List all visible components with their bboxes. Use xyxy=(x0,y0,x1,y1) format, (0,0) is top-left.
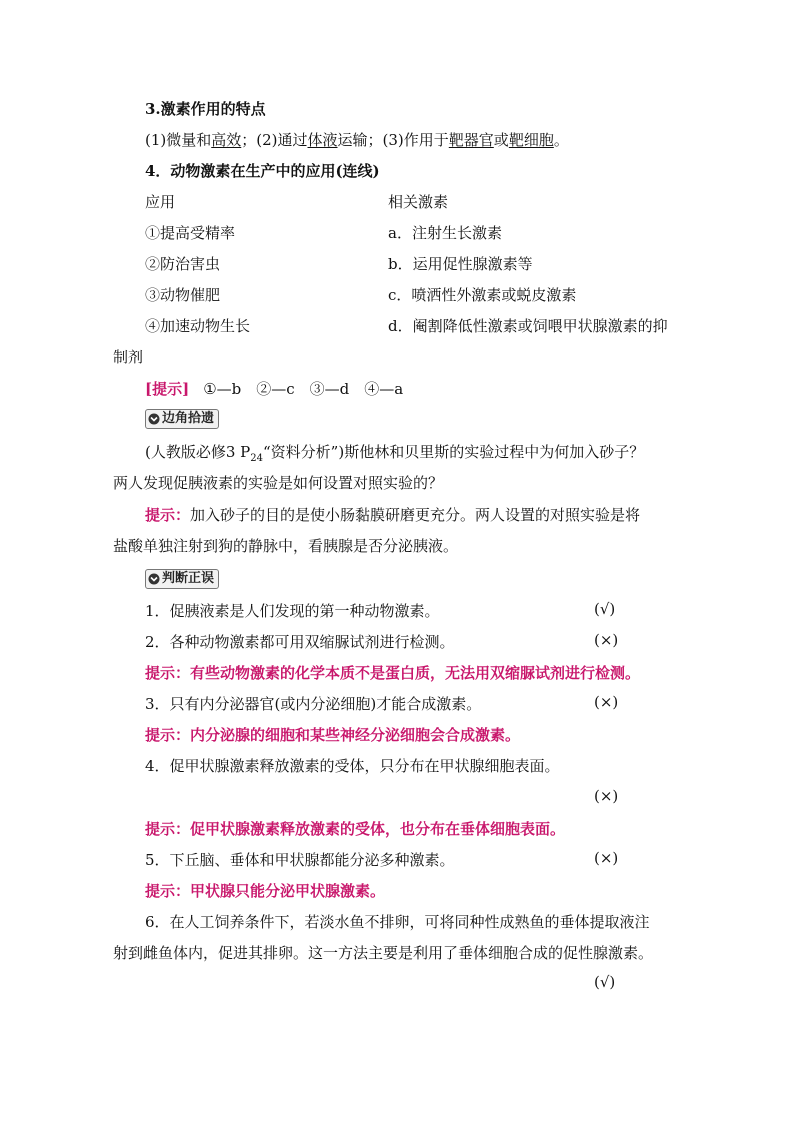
judgement-statement: 4．促甲状腺激素释放激素的受体，只分布在甲状腺细胞表面。 xyxy=(145,757,560,775)
judgement-mark: (×) xyxy=(594,693,619,711)
text-segment: (1)微量和 xyxy=(145,131,212,149)
hormone-item: c．喷洒性外激素或蜕皮激素 xyxy=(388,286,577,304)
judgement-hint xyxy=(145,880,385,901)
judgement-mark: (√) xyxy=(594,973,616,991)
text-segment: ；(2)通过 xyxy=(241,131,308,149)
page-subscript: 24 xyxy=(250,453,263,464)
hint-answer: ①—b ②—c ③—d ④—a xyxy=(203,380,404,398)
chevron-down-icon xyxy=(148,573,160,585)
answer-line-1 xyxy=(145,504,640,525)
column-header-hormone: 相关激素 xyxy=(388,193,449,211)
judgement-statement: 3．只有内分泌器官(或内分泌细胞)才能合成激素。 xyxy=(145,695,482,713)
judgement-statement: 1．促胰液素是人们发现的第一种动物激素。 xyxy=(145,602,440,620)
column-header-application: 应用 xyxy=(145,193,176,211)
underlined-term: 靶器官 xyxy=(448,131,494,149)
tag-label: 判断正误 xyxy=(162,571,215,586)
judgement-mark: (√) xyxy=(594,600,616,618)
underlined-term: 靶细胞 xyxy=(508,131,554,149)
hint-text: 甲状腺只能分泌甲状腺激素。 xyxy=(190,882,386,900)
tag-label: 边角拾遗 xyxy=(162,411,215,426)
judgement-mark: (×) xyxy=(594,849,619,867)
text-segment: 或 xyxy=(493,131,509,149)
text-segment: 。 xyxy=(553,131,569,149)
hint-text: 有些动物激素的化学本质不是蛋白质，无法用双缩脲试剂进行检测。 xyxy=(190,664,641,682)
answer-line-2: 盐酸单独注射到狗的静脉中，看胰腺是否分泌胰液。 xyxy=(113,537,459,555)
application-item: ①提高受精率 xyxy=(145,224,236,242)
text-segment: 运输；(3)作用于 xyxy=(337,131,449,149)
judgement-statement: 6．在人工饲养条件下，若淡水鱼不排卵，可将同种性成熟鱼的垂体提取液注 xyxy=(145,913,650,931)
judgement-statement-continuation: 射到雌鱼体内，促进其排卵。这一方法主要是利用了垂体细胞合成的促性腺激素。 xyxy=(113,944,654,962)
judgement-mark: (×) xyxy=(594,631,619,649)
hint-label: 提示： xyxy=(145,664,191,682)
hormone-item-continuation: 制剂 xyxy=(113,348,144,366)
judgement-hint xyxy=(145,662,640,683)
application-item: ④加速动物生长 xyxy=(145,317,251,335)
section-3-line xyxy=(145,129,569,150)
text-segment: (人教版必修 xyxy=(145,443,226,461)
hint-label: 提示： xyxy=(145,726,191,744)
underlined-term: 高效 xyxy=(211,131,242,149)
hint-label: 提示： xyxy=(145,506,191,524)
text-segment: 3 P xyxy=(225,443,251,461)
section-3-title: 3.激素作用的特点 xyxy=(145,100,266,118)
section-tag-bianjiao xyxy=(145,409,219,429)
hint-label: 提示： xyxy=(145,820,191,838)
judgement-statement: 2．各种动物激素都可用双缩脲试剂进行检测。 xyxy=(145,633,455,651)
text-segment: “资料分析”)斯他林和贝里斯的实验过程中为何加入砂子？ xyxy=(263,443,645,461)
hint-text: 促甲状腺激素释放激素的受体，也分布在垂体细胞表面。 xyxy=(190,820,566,838)
judgement-statement: 5．下丘脑、垂体和甲状腺都能分泌多种激素。 xyxy=(145,851,455,869)
hormone-item: a．注射生长激素 xyxy=(388,224,502,242)
section-tag-panduan xyxy=(145,569,219,589)
answer-text: 加入砂子的目的是使小肠黏膜研磨更充分。两人设置的对照实验是将 xyxy=(190,506,641,524)
judgement-hint xyxy=(145,724,520,745)
underlined-term: 体液 xyxy=(307,131,338,149)
hint-label: 提示： xyxy=(145,882,191,900)
hint-label: [提示] xyxy=(145,380,190,398)
section-4-title: 4．动物激素在生产中的应用(连线) xyxy=(145,162,380,180)
hormone-item: d．阉割降低性激素或饲喂甲状腺激素的抑 xyxy=(388,317,668,335)
chevron-down-icon xyxy=(148,413,160,425)
question-line-2: 两人发现促胰液素的实验是如何设置对照实验的？ xyxy=(113,474,444,492)
judgement-mark: (×) xyxy=(594,787,619,805)
hint-text: 内分泌腺的细胞和某些神经分泌细胞会合成激素。 xyxy=(190,726,521,744)
application-item: ③动物催肥 xyxy=(145,286,221,304)
judgement-hint xyxy=(145,818,565,839)
application-item: ②防治害虫 xyxy=(145,255,221,273)
hormone-item: b．运用促性腺激素等 xyxy=(388,255,533,273)
hint-line xyxy=(145,378,403,399)
question-line-1 xyxy=(145,441,644,464)
